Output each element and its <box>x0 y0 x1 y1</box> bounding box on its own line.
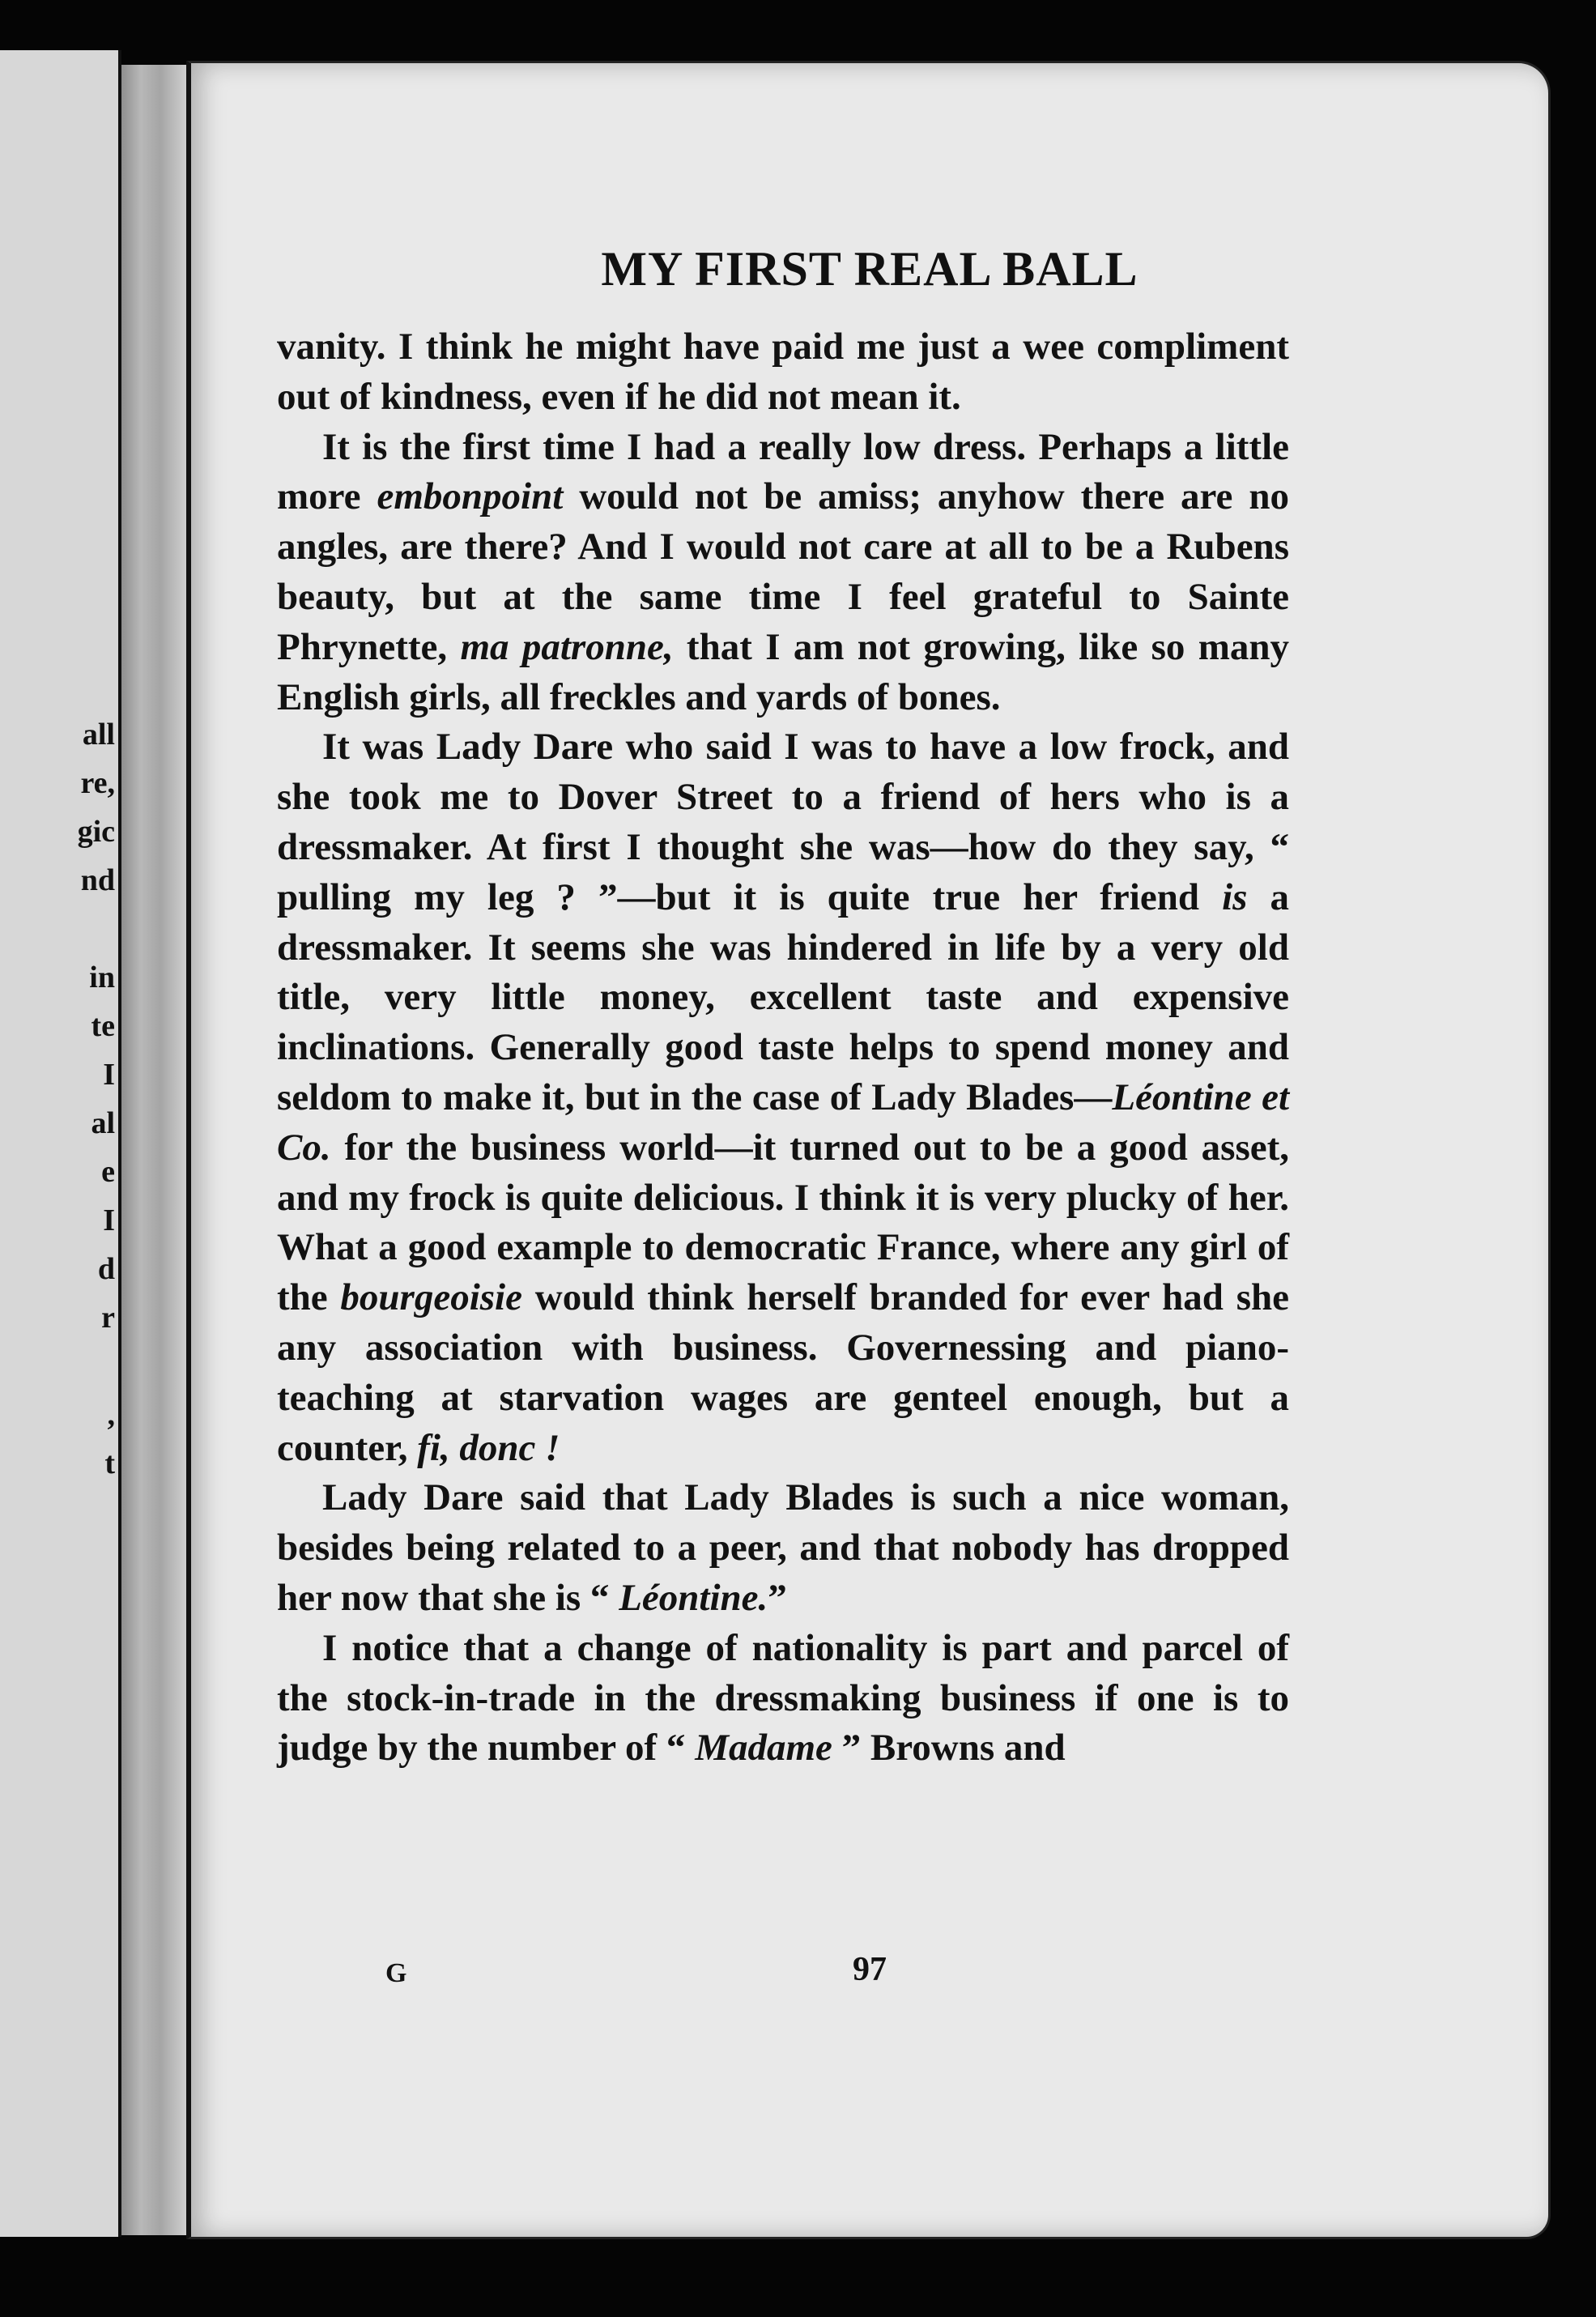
facing-line: al <box>91 1106 115 1140</box>
facing-line: nd <box>80 863 115 897</box>
facing-line <box>0 905 121 953</box>
facing-page <box>0 50 121 2237</box>
paragraph-5: I notice that a change of nationality is part and parcel of the stock-in-trade in the dressmaking business if one is to judge by the number of “ Madame ” Browns and <box>277 1626 1289 1770</box>
book-page <box>186 61 1551 2239</box>
facing-line: t <box>104 1446 115 1480</box>
signature-mark: G <box>385 1958 407 1988</box>
page-number: 97 <box>853 1951 887 1988</box>
facing-line: in <box>89 960 115 995</box>
facing-line: gic <box>77 815 115 849</box>
facing-line: all <box>82 718 115 752</box>
paragraph-4: Lady Dare said that Lady Blades is such a nice woman, besides being related to a peer, and that nobody has dropped her now that she is “ Léontine.” <box>277 1476 1289 1619</box>
facing-line: d <box>97 1252 115 1286</box>
page-body <box>277 322 1289 1774</box>
facing-line: I <box>103 1058 115 1092</box>
facing-page-text <box>0 710 121 1488</box>
facing-line: I <box>103 1203 115 1237</box>
running-title: MY FIRST REAL BALL <box>601 242 1138 296</box>
facing-line <box>0 1342 121 1391</box>
facing-line: re, <box>80 766 115 800</box>
facing-line: , <box>107 1398 115 1432</box>
paragraph-1: vanity. I think he might have paid me just a wee compliment out of kindness, even if he did not mean it. <box>277 326 1289 418</box>
paragraph-2: It is the first time I had a really low dress. Perhaps a little more embonpoint would not be amiss; anyhow there are no angles, are there? And I would not care at all to be a Rubens beauty, but at the same time I feel grateful to Sainte Phrynette, ma patronne, that I am not growing, like so many English girls, all freckles and yards of bones. <box>277 425 1290 718</box>
facing-line: r <box>101 1301 115 1335</box>
paragraph-3: It was Lady Dare who said I was to have a low frock, and she took me to Dover Street to a friend of hers who is a dressmaker. At first I thought she was—how do they say, “ pulling my leg ? ”—but it is quite true her friend is a dressmaker. It seems she was hindered in life by a very old title, very little money, excellent taste and expensive inclinations. Generally good taste helps to spend money and seldom to make it, but in the case of Lady Blades—Léontine et Co. for the business world—it turned out to be a good asset, and my frock is quite delicious. I think it is very plucky of her. What a good example to democratic France, where any girl of the bourgeoisie would think herself branded for ever had she any association with business. Governessing and piano-teaching at starvation wages are genteel enough, but a counter, fi, donc ! <box>277 726 1290 1469</box>
book-spine <box>121 65 186 2235</box>
facing-line: e <box>101 1155 115 1189</box>
facing-line: te <box>91 1009 115 1043</box>
